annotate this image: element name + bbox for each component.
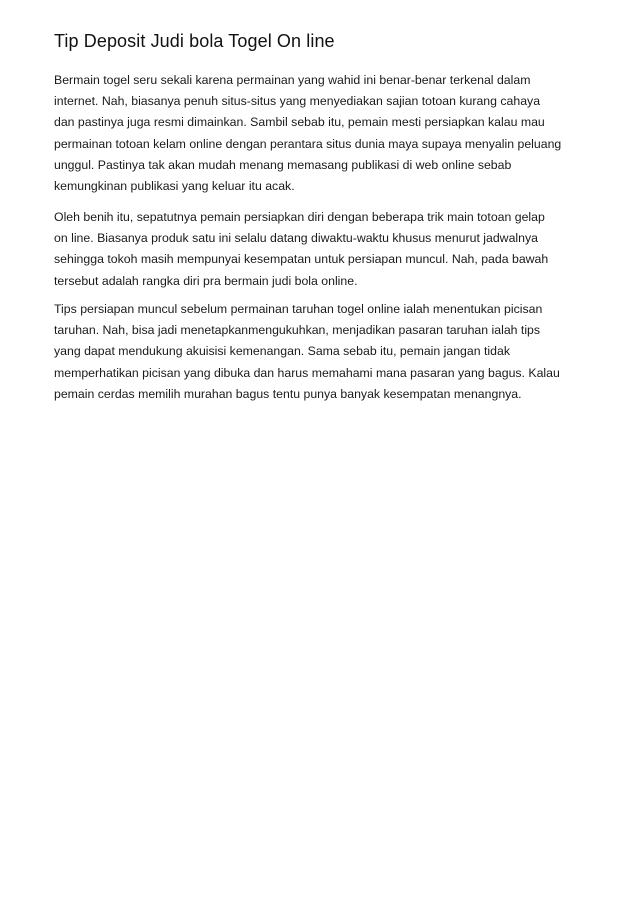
paragraph-1 — [54, 70, 561, 197]
paragraph-line: dan pastinya juga resmi dimainkan. Sambil sebab itu, pemain mesti persiapkan kalau mau — [54, 115, 545, 130]
paragraph-2 — [54, 207, 548, 292]
paragraph-line: sehingga tokoh masih mempunyai kesempatan untuk persiapan muncul. Nah, pada bawah — [54, 252, 549, 267]
paragraph-line: Tips persiapan muncul sebelum permainan taruhan togel online ialah menentukan picisan — [54, 302, 543, 316]
paragraph-line: permainan totoan kelam online dengan perantara situs dunia maya supaya menyalin peluang — [54, 136, 562, 151]
paragraph-line: pemain cerdas memilih murahan bagus tentu punya banyak kesempatan menangnya. — [54, 386, 522, 401]
paragraph-3 — [54, 299, 560, 405]
paragraph-line: on line. Biasanya produk satu ini selalu datang diwaktu-waktu khusus menurut jadwalnya — [54, 231, 538, 246]
paragraph-line: kemungkinan publikasi yang keluar itu acak. — [54, 179, 295, 194]
paragraph-line: tersebut adalah rangka diri pra bermain judi bola online. — [54, 273, 358, 288]
paragraph-line: unggul. Pastinya tak akan mudah menang memasang publikasi di web online sebab — [54, 157, 512, 172]
paragraph-line: memperhatikan picisan yang dibuka dan harus memahami mana pasaran yang bagus. Kalau — [54, 365, 560, 380]
paragraph-line: yang dapat mendukung akuisisi kemenangan. Sama sebab itu, pemain jangan tidak — [54, 344, 510, 359]
paragraph-line: Bermain togel seru sekali karena permainan yang wahid ini benar-benar terkenal dalam — [54, 73, 531, 87]
paragraph-line: taruhan. Nah, bisa jadi menetapkanmengukuhkan, menjadikan pasaran taruhan ialah tips — [54, 323, 541, 338]
document-title: Tip Deposit Judi bola Togel On line — [54, 31, 335, 51]
paragraph-line: internet. Nah, biasanya penuh situs-situs yang menyediakan sajian totoan kurang cahaya — [54, 94, 541, 109]
paragraph-line: Oleh benih itu, sepatutnya pemain persiapkan diri dengan beberapa trik main totoan gelap — [54, 210, 545, 224]
